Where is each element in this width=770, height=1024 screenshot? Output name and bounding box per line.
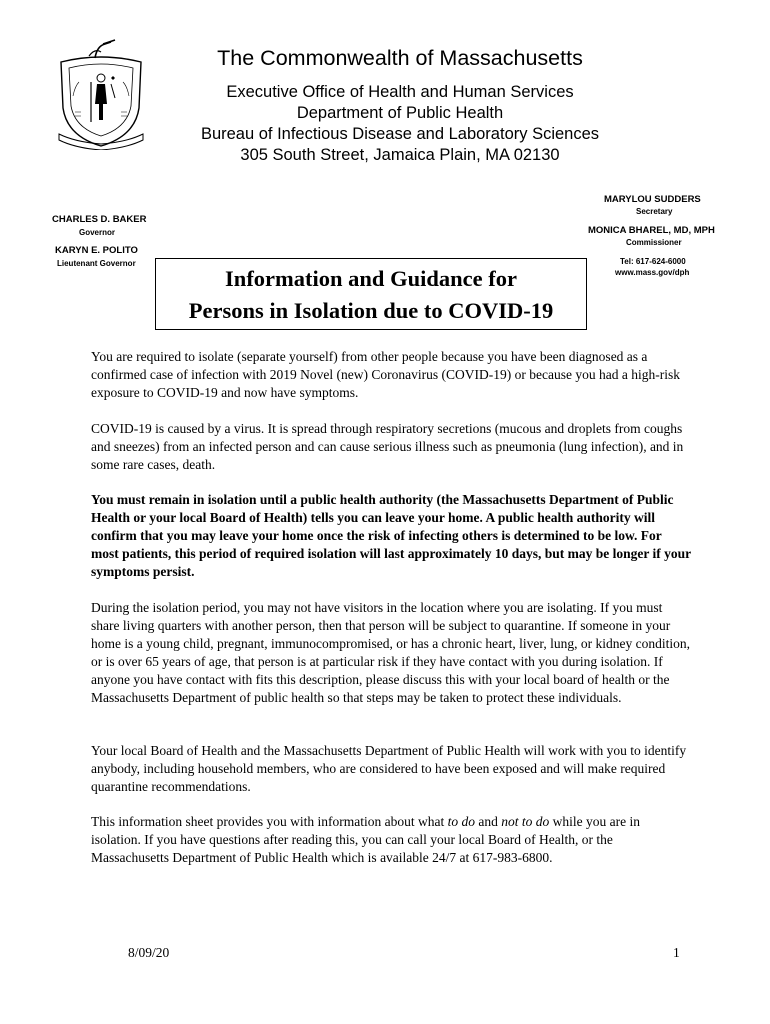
document-title-line1: Information and Guidance for bbox=[225, 266, 517, 291]
secretary-title: Secretary bbox=[636, 207, 673, 216]
website: www.mass.gov/dph bbox=[615, 268, 690, 277]
info-sheet-text-c: while you are in isolation. If you have questions after reading this, you can call your local Board of Health, or the Massachusetts Department of Public Health which is available 24/7 at 617-983-6800. bbox=[91, 814, 640, 865]
telephone: Tel: 617-624-6000 bbox=[620, 257, 686, 266]
secretary-name: MARYLOU SUDDERS bbox=[604, 194, 701, 205]
info-sheet-to-do: to do bbox=[447, 814, 475, 829]
info-sheet-not-to-do: not to do bbox=[501, 814, 550, 829]
lt-governor-title: Lieutenant Governor bbox=[57, 259, 136, 268]
header-department: Department of Public Health bbox=[296, 104, 504, 122]
governor-title: Governor bbox=[79, 228, 116, 237]
document-title-line2: Persons in Isolation due to COVID-19 bbox=[188, 298, 554, 323]
header-bureau: Bureau of Infectious Disease and Laboratory Sciences bbox=[200, 125, 600, 143]
paragraph-remain-in-isolation: You must remain in isolation until a public health authority (the Massachusetts Department of Public Health or your local Board of Health) tells you can leave your home. A public health authority will confirm that you may leave your home once the risk of infecting others is determined to be low. For most patients, this period of required isolation will last approximately 10 days, but may be longer if your symptoms persist. bbox=[91, 492, 691, 579]
paragraph-virus-info: COVID-19 is caused by a virus. It is spread through respiratory secretions (mucous and droplets from coughs and sneezes) from an infected person and can cause serious illness such as pneumonia (lung infection), and in some rare cases, death. bbox=[91, 421, 684, 472]
header-address: 305 South Street, Jamaica Plain, MA 02130 bbox=[240, 146, 560, 164]
header-title: The Commonwealth of Massachusetts bbox=[217, 46, 583, 70]
info-sheet-text-a: This information sheet provides you with information about what bbox=[91, 814, 448, 829]
commissioner-name: MONICA BHAREL, MD, MPH bbox=[588, 225, 715, 236]
commissioner-title: Commissioner bbox=[626, 238, 682, 247]
header-agency: Executive Office of Health and Human Services bbox=[226, 83, 574, 101]
paragraph-contact-tracing: Your local Board of Health and the Massachusetts Department of Public Health will work with you to identify anybody, including household members, who are considered to have been exposed and will make required quarantine recommendations. bbox=[91, 743, 687, 794]
paragraph-info-sheet bbox=[91, 813, 691, 867]
governor-name: CHARLES D. BAKER bbox=[52, 214, 147, 225]
footer-date: 8/09/20 bbox=[128, 945, 170, 960]
info-sheet-text-b: and bbox=[474, 814, 502, 829]
lt-governor-name: KARYN E. POLITO bbox=[55, 245, 138, 256]
page-number: 1 bbox=[673, 945, 680, 960]
paragraph-visitors-quarantine: During the isolation period, you may not have visitors in the location where you are isolating. If you must share living quarters with another person, then that person will be subject to quarantine. If someone in your home is a young child, pregnant, immunocompromised, or has a chronic heart, liver, lung, or kidney condition, or is over 65 years of age, that person is at particular risk if they have contact with you during isolation. If anyone you have contact with fits this description, please discuss this with your local board of health or the Massachusetts Department of public health so that steps may be taken to protect these individuals. bbox=[91, 600, 690, 705]
commonwealth-seal-logo bbox=[55, 38, 147, 150]
paragraph-isolation-requirement: You are required to isolate (separate yourself) from other people because you have been diagnosed as a confirmed case of infection with 2019 Novel (new) Coronavirus (COVID-19) or because you had a high-risk exposure to COVID-19 and now have symptoms. bbox=[91, 349, 680, 400]
document-title-box bbox=[155, 258, 587, 330]
